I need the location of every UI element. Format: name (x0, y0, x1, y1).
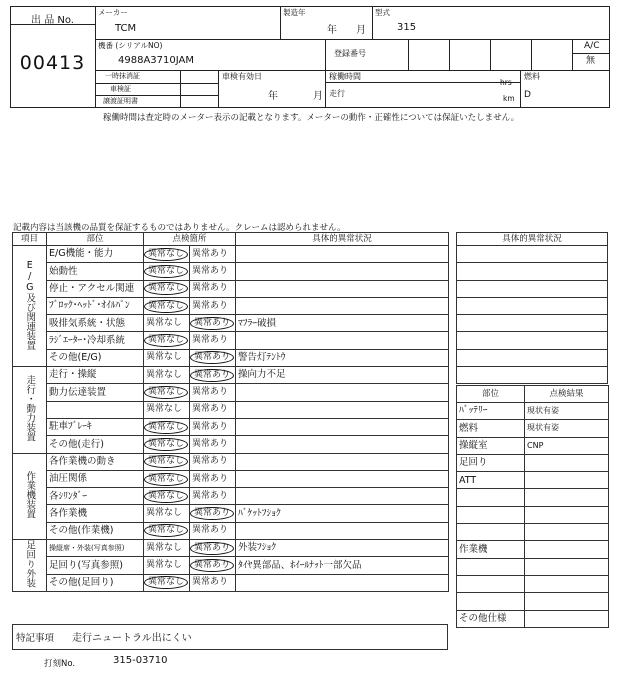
scrap-cert-label: 譲渡証明書 (103, 97, 138, 105)
table-row (13, 453, 449, 470)
abnormal-label: 異常あり (190, 317, 234, 330)
abnormal-option (190, 315, 236, 332)
normal-option (144, 263, 190, 280)
abnormal-option (190, 557, 236, 574)
detail-cell (236, 297, 449, 314)
abnormal-option (190, 349, 236, 366)
abnormal-option (190, 263, 236, 280)
right-detail-cell (457, 280, 608, 297)
results-part-cell (457, 506, 525, 523)
detail-cell (236, 453, 449, 470)
results-value-cell (525, 506, 609, 523)
normal-label: 異常なし (146, 404, 183, 415)
right-detail-header: 具体的異常状況 (457, 233, 608, 246)
results-part-cell (457, 558, 525, 575)
part-cell: ﾗｼﾞｴｰﾀｰ･冷却系統 (47, 332, 144, 349)
abnormal-label: 異常あり (192, 265, 229, 276)
results-value-cell: 現状有姿 (525, 420, 609, 437)
part-cell: E/G機能・能力 (47, 246, 144, 263)
abnormal-label: 異常あり (192, 456, 229, 467)
part-cell: 駐車ﾌﾞﾚｰｷ (47, 418, 144, 435)
normal-label: 異常なし (144, 386, 188, 399)
table-row (13, 557, 449, 574)
normal-option (144, 453, 190, 470)
table-row (457, 403, 609, 420)
table-row (13, 384, 449, 401)
abnormal-option (190, 522, 236, 539)
abnormal-label: 異常あり (192, 283, 229, 294)
notice-hours: 稼働時間は査定時のメーター表示の記載となります。メーターの動作・正確性については保証いたしません。 (103, 113, 520, 123)
results-value-cell (525, 575, 609, 592)
normal-option (144, 505, 190, 522)
abnormal-label: 異常あり (192, 300, 229, 311)
hours-unit: hrs (500, 78, 512, 87)
detail-cell (236, 436, 449, 453)
table-row (457, 575, 609, 592)
part-cell: 足回り(写真参照) (47, 557, 144, 574)
detail-cell (236, 522, 449, 539)
normal-label: 異常なし (144, 334, 188, 347)
abnormal-label: 異常あり (192, 335, 229, 346)
year-label: 製造年 (283, 8, 306, 17)
abnormal-option (190, 436, 236, 453)
lot-label: 出 品 No. (31, 15, 74, 26)
detail-cell: ﾏﾌﾗｰ破損 (236, 315, 449, 332)
category-text: 走行・動力装置 (24, 375, 36, 442)
normal-option (144, 401, 190, 418)
inspection-expiry-label: 車検有効日 (222, 72, 262, 81)
part-cell: 各ｼﾘﾝﾀﾞｰ (47, 488, 144, 505)
table-row (457, 437, 609, 454)
results-part-cell: 足回り (457, 454, 525, 471)
inspection-table (12, 232, 449, 592)
normal-label: 異常なし (144, 248, 188, 261)
part-cell: その他(足回り) (47, 574, 144, 591)
table-row (457, 349, 608, 366)
normal-label: 異常なし (144, 421, 188, 434)
abnormal-option (190, 470, 236, 487)
right-detail-header-row (457, 233, 608, 246)
results-value-cell (525, 524, 609, 541)
serial-value: 4988A3710JAM (118, 55, 194, 66)
abnormal-option (190, 418, 236, 435)
normal-option (144, 488, 190, 505)
table-row (457, 541, 609, 558)
hours-label: 稼働時間 (329, 72, 361, 81)
abnormal-label: 異常あり (192, 473, 229, 484)
normal-option (144, 349, 190, 366)
abnormal-label: 異常あり (192, 404, 229, 415)
abnormal-label: 異常あり (192, 525, 229, 536)
detail-cell: 警告灯ﾃﾝﾄｳ (236, 349, 449, 366)
results-value-cell (525, 558, 609, 575)
abnormal-label: 異常あり (192, 248, 229, 259)
abnormal-option (190, 540, 236, 557)
category-label (13, 367, 47, 453)
table-row (13, 505, 449, 522)
part-cell: ﾌﾞﾛｯｸ･ﾍｯﾄﾞ･ｵｲﾙﾊﾟﾝ (47, 297, 144, 314)
table-row (457, 263, 608, 280)
abnormal-option (190, 297, 236, 314)
table-row (13, 418, 449, 435)
normal-option (144, 332, 190, 349)
detail-cell (236, 574, 449, 591)
results-part-cell: 操縦室 (457, 437, 525, 454)
col-item-header: 項目 (13, 233, 47, 246)
abnormal-label: 異常あり (192, 490, 229, 501)
expiry-month-unit: 月 (313, 91, 323, 102)
table-row (13, 522, 449, 539)
part-cell (47, 401, 144, 418)
results-table (456, 385, 609, 628)
table-row (457, 280, 608, 297)
abnormal-option (190, 367, 236, 384)
abnormal-option (190, 453, 236, 470)
right-detail-cell (457, 297, 608, 314)
normal-label: 異常なし (144, 438, 188, 451)
part-cell: 油圧関係 (47, 470, 144, 487)
detail-cell (236, 280, 449, 297)
results-result-header: 点検結果 (525, 386, 609, 403)
abnormal-label: 異常あり (192, 438, 229, 449)
table-row (13, 488, 449, 505)
table-row (13, 280, 449, 297)
detail-cell: 操向力不足 (236, 367, 449, 384)
maker-value: TCM (115, 23, 137, 34)
maker-label: メーカー (98, 8, 128, 17)
right-detail-cell (457, 315, 608, 332)
normal-label: 異常なし (146, 508, 183, 519)
category-text: 作業機装置 (24, 471, 36, 519)
detail-cell (236, 263, 449, 280)
right-detail-cell (457, 349, 608, 366)
part-cell: 動力伝達装置 (47, 384, 144, 401)
normal-option (144, 557, 190, 574)
table-row (13, 367, 449, 384)
stamp-label: 打刻No. (44, 659, 76, 669)
results-part-cell (457, 575, 525, 592)
results-part-cell (457, 524, 525, 541)
abnormal-label: 異常あり (190, 542, 234, 555)
table-row (13, 574, 449, 591)
results-header-row (457, 386, 609, 403)
right-detail-cell (457, 263, 608, 280)
table-row (457, 297, 608, 314)
results-part-cell: その他仕様 (457, 610, 525, 627)
detail-cell (236, 401, 449, 418)
inspection-cert-label: 車検証 (110, 85, 131, 93)
normal-label: 異常なし (144, 265, 188, 278)
travel-label: 走行 (329, 89, 345, 98)
normal-option (144, 540, 190, 557)
abnormal-option (190, 574, 236, 591)
normal-option (144, 522, 190, 539)
part-cell: その他(作業機) (47, 522, 144, 539)
table-row (457, 420, 609, 437)
results-part-cell: 燃料 (457, 420, 525, 437)
category-label (13, 540, 47, 592)
ac-value: 無 (586, 56, 596, 66)
notice-quality: 記載内容は当該機の品質を保証するものではありません。クレームは認められません。 (13, 223, 346, 233)
detail-cell (236, 246, 449, 263)
fuel-label: 燃料 (524, 72, 540, 81)
inspection-header-row (13, 233, 449, 246)
remarks-label: 特記事項 (16, 633, 55, 644)
abnormal-label: 異常あり (192, 577, 229, 588)
results-part-cell (457, 593, 525, 610)
part-cell: 各作業機の動き (47, 453, 144, 470)
table-row (457, 593, 609, 610)
normal-label: 異常なし (144, 455, 188, 468)
normal-label: 異常なし (146, 317, 183, 328)
normal-option (144, 418, 190, 435)
km-unit: km (503, 94, 515, 103)
normal-label: 異常なし (146, 352, 183, 363)
table-row (457, 472, 609, 489)
results-value-cell (525, 541, 609, 558)
stamp-value: 315-03710 (113, 655, 168, 666)
results-value-cell (525, 489, 609, 506)
table-row (457, 332, 608, 349)
expiry-year-unit: 年 (268, 91, 278, 102)
table-row (457, 610, 609, 627)
temp-permit-label: 一時抹消証 (105, 72, 140, 80)
abnormal-option (190, 505, 236, 522)
lot-number: 00413 (19, 52, 86, 74)
table-row (457, 506, 609, 523)
right-detail-cell (457, 367, 608, 384)
table-row (457, 558, 609, 575)
normal-label: 異常なし (146, 559, 183, 570)
year-unit: 年 (327, 25, 337, 36)
normal-label: 異常なし (144, 300, 188, 313)
table-row (13, 263, 449, 280)
part-cell: 始動性 (47, 263, 144, 280)
abnormal-label: 異常あり (190, 369, 234, 382)
normal-label: 異常なし (144, 524, 188, 537)
normal-option (144, 315, 190, 332)
normal-label: 異常なし (146, 369, 183, 380)
normal-option (144, 367, 190, 384)
month-unit: 月 (356, 25, 366, 36)
results-value-cell (525, 610, 609, 627)
detail-cell (236, 470, 449, 487)
normal-label: 異常なし (144, 473, 188, 486)
table-row (457, 454, 609, 471)
abnormal-option (190, 332, 236, 349)
normal-option (144, 470, 190, 487)
serial-label: 機番 (シリアルNO) (98, 41, 163, 50)
detail-cell (236, 488, 449, 505)
table-row (13, 349, 449, 366)
abnormal-option (190, 384, 236, 401)
part-cell: 走行・操縦 (47, 367, 144, 384)
model-label: 型式 (375, 8, 390, 17)
table-row (13, 401, 449, 418)
part-cell: 各作業機 (47, 505, 144, 522)
detail-cell (236, 332, 449, 349)
detail-cell (236, 384, 449, 401)
detail-cell: 外装ﾌｼｮｸ (236, 540, 449, 557)
results-part-cell (457, 489, 525, 506)
normal-label: 異常なし (144, 490, 188, 503)
normal-option (144, 436, 190, 453)
ac-label: A/C (584, 41, 600, 51)
col-check-header: 点検箇所 (144, 233, 236, 246)
abnormal-option (190, 280, 236, 297)
abnormal-label: 異常あり (190, 351, 234, 364)
remarks-text: 走行ニュートラル出にくい (72, 633, 192, 644)
results-value-cell (525, 454, 609, 471)
abnormal-label: 異常あり (190, 559, 234, 572)
normal-option (144, 297, 190, 314)
results-part-cell: ﾊﾞｯﾃﾘｰ (457, 403, 525, 420)
part-cell: 操縦席・外装(写真参照) (47, 540, 144, 557)
category-text: E/G及び関連装置 (24, 259, 36, 350)
fuel-value: D (524, 90, 531, 100)
table-row (13, 297, 449, 314)
col-part-header: 部位 (47, 233, 144, 246)
detail-cell (236, 418, 449, 435)
category-label (13, 246, 47, 367)
reg-label: 登録番号 (334, 49, 366, 58)
results-value-cell: 現状有姿 (525, 403, 609, 420)
table-row (457, 315, 608, 332)
col-detail-header: 具体的異常状況 (236, 233, 449, 246)
normal-label: 異常なし (144, 282, 188, 295)
part-cell: 吸排気系統・状態 (47, 315, 144, 332)
abnormal-label: 異常あり (192, 387, 229, 398)
part-cell: 停止・アクセル関連 (47, 280, 144, 297)
detail-cell: ﾀｲﾔ異部品、ﾎｲｰﾙﾅｯﾄ一部欠品 (236, 557, 449, 574)
abnormal-label: 異常あり (192, 421, 229, 432)
results-value-cell (525, 593, 609, 610)
results-part-header: 部位 (457, 386, 525, 403)
abnormal-option (190, 488, 236, 505)
part-cell: その他(走行) (47, 436, 144, 453)
detail-cell: ﾊﾞｹｯﾄﾌｼｮｸ (236, 505, 449, 522)
normal-label: 異常なし (146, 542, 183, 553)
abnormal-option (190, 246, 236, 263)
category-text: 足回り外装 (24, 540, 36, 588)
normal-option (144, 574, 190, 591)
table-row (457, 367, 608, 384)
results-value-cell: CNP (525, 437, 609, 454)
table-row (13, 332, 449, 349)
model-value: 315 (397, 22, 417, 33)
normal-option (144, 246, 190, 263)
table-row (13, 315, 449, 332)
right-detail-cell (457, 246, 608, 263)
right-detail-table (456, 232, 608, 384)
normal-option (144, 280, 190, 297)
right-detail-cell (457, 332, 608, 349)
category-label (13, 453, 47, 539)
normal-option (144, 384, 190, 401)
table-row (13, 246, 449, 263)
table-row (13, 470, 449, 487)
abnormal-option (190, 401, 236, 418)
table-row (457, 489, 609, 506)
table-row (457, 246, 608, 263)
results-part-cell: ATT (457, 472, 525, 489)
abnormal-label: 異常あり (190, 507, 234, 520)
normal-label: 異常なし (144, 576, 188, 589)
table-row (13, 540, 449, 557)
results-part-cell: 作業機 (457, 541, 525, 558)
table-row (13, 436, 449, 453)
table-row (457, 524, 609, 541)
part-cell: その他(E/G) (47, 349, 144, 366)
results-value-cell (525, 472, 609, 489)
